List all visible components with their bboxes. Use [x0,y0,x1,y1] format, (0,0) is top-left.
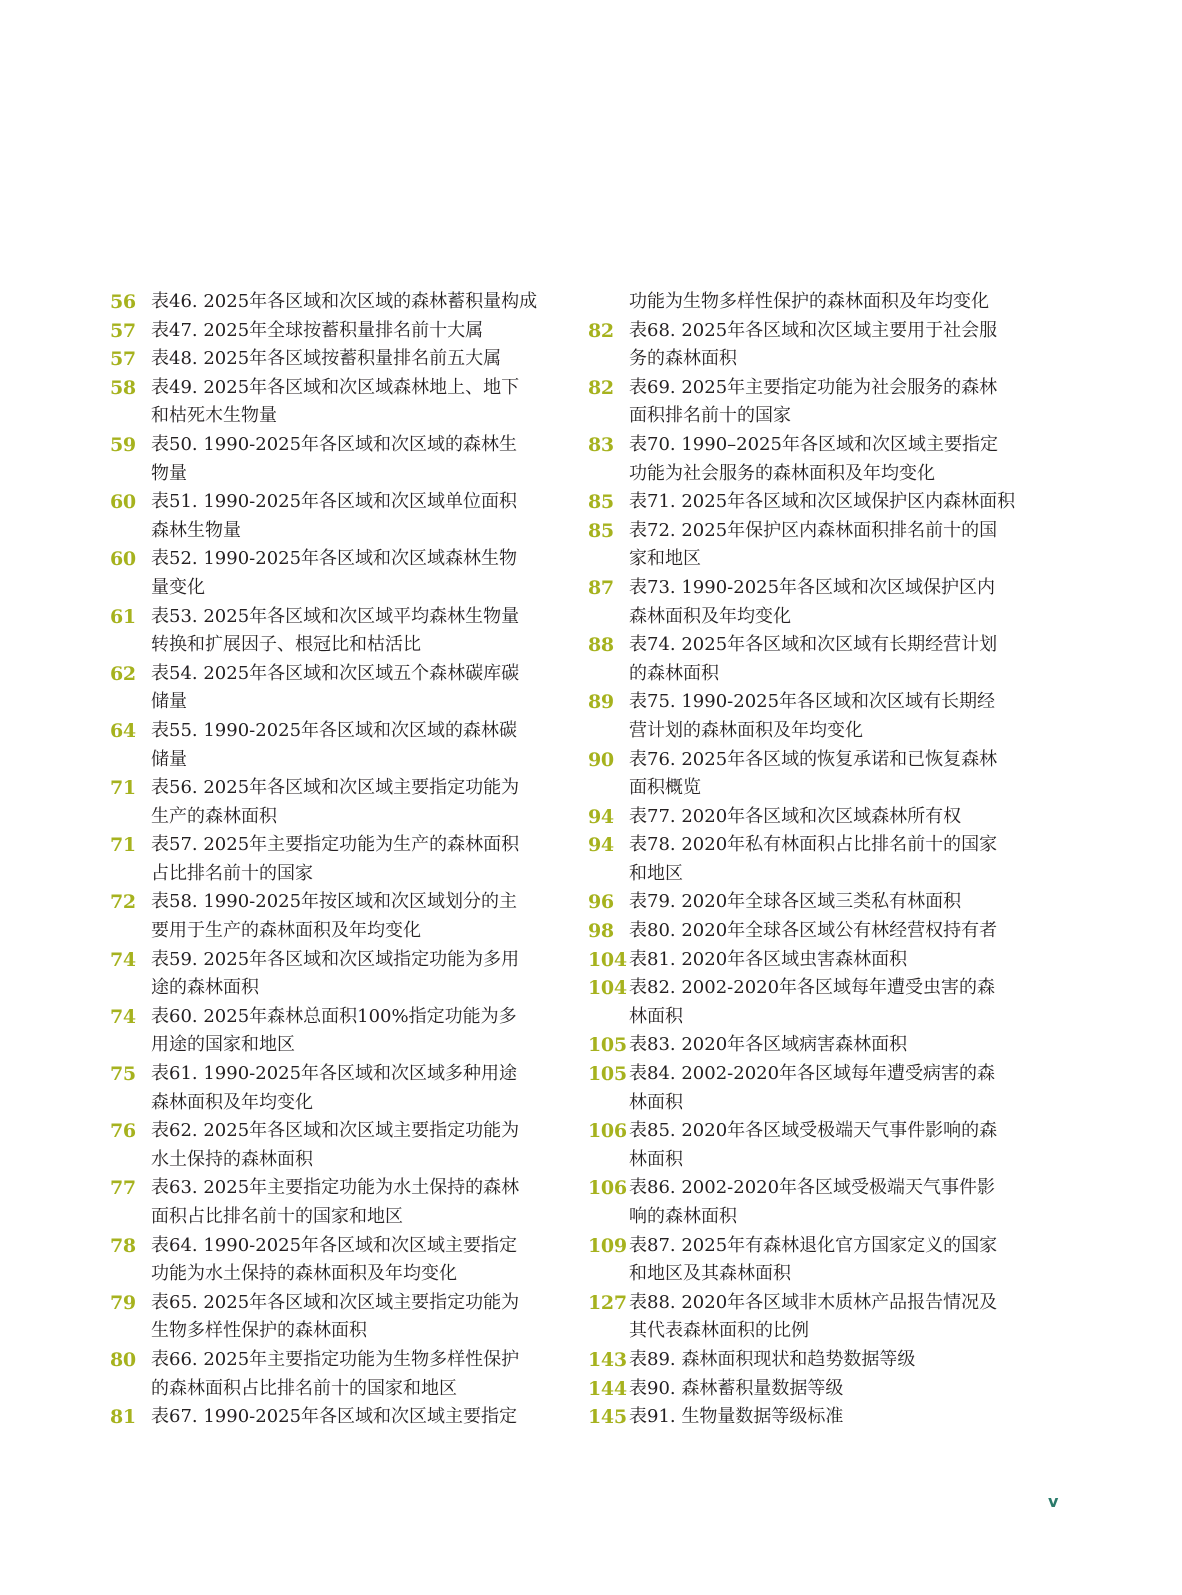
toc-entry[interactable] [110,1289,580,1346]
toc-entry[interactable] [110,1232,580,1289]
toc-entry-title [629,431,1058,488]
toc-entry-title [629,831,1058,888]
toc-page-number: 57 [110,348,136,371]
toc-entry-title [151,317,580,346]
toc-entry-line: 物量 [151,462,187,484]
toc-entry-title [629,1232,1058,1289]
toc-entry-line: 表78. 2020年私有林面积占比排名前十的国家 [629,834,998,856]
toc-entry-line: 表73. 1990-2025年各区域和次区域保护区内 [629,576,996,598]
toc-page-number: 144 [588,1377,627,1400]
toc-entry-title [629,1117,1058,1174]
toc-entry-title [629,1289,1058,1346]
toc-entry-title [629,574,1058,631]
toc-entry[interactable] [588,317,1058,374]
toc-page-number: 94 [588,805,614,828]
toc-entry-title [151,774,580,831]
toc-entry-title [629,1174,1058,1231]
toc-entry-line: 水土保持的森林面积 [151,1148,313,1170]
toc-page-number: 90 [588,748,614,771]
toc-entry[interactable] [588,688,1058,745]
toc-entry-line: 表71. 2025年各区域和次区域保护区内森林面积 [629,491,1016,513]
toc-entry-line: 表80. 2020年全球各区域公有林经营权持有者 [629,920,998,942]
toc-entry-title [629,946,1058,975]
toc-page-number: 83 [588,433,614,456]
toc-page-number: 79 [110,1291,136,1314]
toc-page-number: 62 [110,662,136,685]
toc-entry[interactable] [110,545,580,602]
toc-entry-line: 生物多样性保护的森林面积 [151,1320,367,1342]
toc-entry[interactable] [588,974,1058,1031]
toc-entry-line: 表68. 2025年各区域和次区域主要用于社会服 [629,319,998,341]
toc-page-number: 81 [110,1406,136,1429]
toc-entry[interactable] [588,1174,1058,1231]
toc-page-number: 59 [110,433,136,456]
toc-entry[interactable] [110,1174,580,1231]
toc-entry-line: 表65. 2025年各区域和次区域主要指定功能为 [151,1291,520,1313]
toc-entry-title [629,917,1058,946]
toc-entry-line: 占比排名前十的国家 [151,862,313,884]
toc-page-number: 106 [588,1177,627,1200]
toc-entry-line: 表83. 2020年各区域病害森林面积 [629,1034,908,1056]
toc-entry-title [629,1403,1058,1432]
toc-page-number: 85 [588,491,614,514]
toc-entry-line: 森林面积及年均变化 [629,605,791,627]
toc-entry-line: 表84. 2002-2020年各区域每年遭受病害的森 [629,1063,996,1085]
toc-entry-title [151,288,580,317]
toc-page-number: 127 [588,1291,627,1314]
toc-entry-line: 表82. 2002-2020年各区域每年遭受虫害的森 [629,977,996,999]
toc-entry-line: 表66. 2025年主要指定功能为生物多样性保护 [151,1348,520,1370]
toc-entry-title [151,374,580,431]
toc-page-number: 105 [588,1034,627,1057]
toc-page-number: 85 [588,519,614,542]
toc-entry[interactable] [588,888,1058,917]
toc-entry[interactable] [110,603,580,660]
toc-entry-line: 森林面积及年均变化 [151,1091,313,1113]
toc-entry-line: 表54. 2025年各区域和次区域五个森林碳库碳 [151,662,520,684]
toc-entry-line: 表56. 2025年各区域和次区域主要指定功能为 [151,777,520,799]
toc-entry-line: 表67. 1990-2025年各区域和次区域主要指定 [151,1406,518,1428]
toc-entry[interactable] [110,345,580,374]
toc-entry-line: 表79. 2020年全球各区域三类私有林面积 [629,891,962,913]
toc-entry-line: 表47. 2025年全球按蓄积量排名前十大属 [151,319,484,341]
toc-entry[interactable] [588,1403,1058,1432]
toc-entry-line: 表90. 森林蓄积量数据等级 [629,1377,844,1399]
toc-entry[interactable] [588,1117,1058,1174]
toc-page-number: 104 [588,977,627,1000]
toc-entry-line: 表52. 1990-2025年各区域和次区域森林生物 [151,548,518,570]
toc-page-number: 78 [110,1234,136,1257]
toc-entry[interactable] [588,631,1058,688]
toc-page-number: 64 [110,719,136,742]
toc-entry[interactable] [588,374,1058,431]
toc-page-number: 105 [588,1063,627,1086]
toc-entry-title [151,1174,580,1231]
toc-entry-line: 表60. 2025年森林总面积100%指定功能为多 [151,1005,517,1027]
toc-entry-line: 转换和扩展因子、根冠比和枯活比 [151,634,421,656]
toc-page-number: 98 [588,920,614,943]
toc-entry-title [629,1346,1058,1375]
toc-page-number: 60 [110,548,136,571]
toc-page-number: 82 [588,376,614,399]
toc-page-number: 61 [110,605,136,628]
toc-entry-line: 表76. 2025年各区域的恢复承诺和已恢复森林 [629,748,998,770]
toc-page-number: 75 [110,1063,136,1086]
toc-entry[interactable] [110,488,580,545]
toc-entry-title [151,1232,580,1289]
toc-entry[interactable] [588,1060,1058,1117]
toc-page-number: 71 [110,777,136,800]
toc-entry[interactable] [588,831,1058,888]
toc-entry-line: 用途的国家和地区 [151,1034,295,1056]
toc-page-number: 89 [588,691,614,714]
toc-entry[interactable] [110,288,580,317]
toc-entry-line: 表91. 生物量数据等级标准 [629,1406,844,1428]
toc-entry[interactable] [110,431,580,488]
toc-page-number: 104 [588,948,627,971]
toc-entry-line: 林面积 [629,1091,683,1113]
toc-entry-line: 量变化 [151,576,205,598]
toc-entry-title [151,431,580,488]
toc-entry-title [629,746,1058,803]
toc-page-number: 94 [588,834,614,857]
toc-entry-line: 森林生物量 [151,519,241,541]
toc-entry-line: 表81. 2020年各区域虫害森林面积 [629,948,908,970]
toc-entry-line: 表88. 2020年各区域非木质林产品报告情况及 [629,1291,998,1313]
toc-entry-line: 务的森林面积 [629,348,737,370]
toc-right-column [588,288,1058,1432]
toc-entry[interactable] [588,1232,1058,1289]
toc-entry-title [151,831,580,888]
toc-entry-title [629,1060,1058,1117]
toc-page-number: 80 [110,1348,136,1371]
toc-entry[interactable] [110,888,580,945]
toc-page-number: 71 [110,834,136,857]
toc-page-number: 57 [110,319,136,342]
toc-entry-line: 面积排名前十的国家 [629,405,791,427]
toc-entry[interactable] [110,1003,580,1060]
toc-entry-line: 和地区及其森林面积 [629,1263,791,1285]
toc-entry[interactable] [110,1403,580,1432]
toc-entry-line: 响的森林面积 [629,1206,737,1227]
toc-entry-title [151,717,580,774]
toc-entry-title [151,1003,580,1060]
toc-entry-line: 表46. 2025年各区域和次区域的森林蓄积量构成 [151,291,538,312]
toc-entry-line: 林面积 [629,1148,683,1170]
toc-entry[interactable] [110,717,580,774]
toc-entry-line: 功能为水土保持的森林面积及年均变化 [151,1263,457,1285]
toc-entry-line: 表64. 1990-2025年各区域和次区域主要指定 [151,1234,518,1256]
toc-page-number: 72 [110,891,136,914]
toc-page-number: 58 [110,376,136,399]
toc-entry-line: 表58. 1990-2025年按区域和次区域划分的主 [151,891,518,913]
toc-entry-title [629,488,1058,517]
toc-entry[interactable] [588,1031,1058,1060]
toc-entry-line: 表74. 2025年各区域和次区域有长期经营计划 [629,634,998,656]
toc-entry-title [629,974,1058,1031]
toc-entry-line: 营计划的森林面积及年均变化 [629,719,863,741]
toc-entry-line: 途的森林面积 [151,977,259,999]
toc-page-number: 88 [588,634,614,657]
toc-entry-line: 面积概览 [629,777,701,799]
toc-entry-title [151,1060,580,1117]
toc-entry-title [629,317,1058,374]
toc-entry[interactable] [588,1346,1058,1375]
toc-entry-line: 生产的森林面积 [151,805,277,827]
toc-entry-line: 表49. 2025年各区域和次区域森林地上、地下 [151,376,520,398]
toc-entry-title [151,1346,580,1403]
toc-page-number: 74 [110,948,136,971]
toc-entry[interactable] [110,317,580,346]
toc-entry[interactable] [588,431,1058,488]
toc-entry[interactable] [110,1060,580,1117]
toc-entry-line: 表70. 1990–2025年各区域和次区域主要指定 [629,433,998,455]
toc-entry-line: 储量 [151,691,187,713]
toc-entry[interactable] [588,917,1058,946]
toc-entry-title [151,603,580,660]
toc-entry[interactable] [110,831,580,888]
toc-entry-line: 表63. 2025年主要指定功能为水土保持的森林 [151,1177,520,1199]
toc-entry[interactable] [588,574,1058,631]
toc-entry-title [629,631,1058,688]
toc-entry[interactable] [110,946,580,1003]
toc-entry[interactable] [588,1375,1058,1404]
toc-entry[interactable] [110,1117,580,1174]
toc-entry-line: 表72. 2025年保护区内森林面积排名前十的国 [629,519,998,541]
toc-entry-title [629,517,1058,574]
toc-entry-line: 表87. 2025年有森林退化官方国家定义的国家 [629,1234,998,1256]
toc-entry-line: 表48. 2025年各区域按蓄积量排名前五大属 [151,348,502,370]
toc-entry-line: 储量 [151,748,187,770]
toc-entry-title [151,1403,580,1432]
toc-entry-title [629,803,1058,832]
toc-entry-line: 其代表森林面积的比例 [629,1320,809,1342]
toc-entry-line: 功能为社会服务的森林面积及年均变化 [629,462,935,484]
toc-entry[interactable] [588,746,1058,803]
toc-entry-title [151,488,580,545]
toc-entry-line: 要用于生产的森林面积及年均变化 [151,920,421,942]
toc-page-number: 76 [110,1120,136,1143]
toc-entry-title [151,1117,580,1174]
toc-page-number: 143 [588,1348,627,1371]
toc-entry-line: 表55. 1990-2025年各区域和次区域的森林碳 [151,719,518,741]
toc-left-column [110,288,580,1432]
toc-entry[interactable] [588,1289,1058,1346]
toc-entry-line: 表57. 2025年主要指定功能为生产的森林面积 [151,834,520,856]
toc-page-number: 106 [588,1120,627,1143]
toc-page-number: 87 [588,576,614,599]
toc-entry-title [629,888,1058,917]
toc-page-number: 145 [588,1406,627,1429]
toc-entry-line: 和地区 [629,862,683,884]
toc-entry-title [151,545,580,602]
toc-entry-title [151,660,580,717]
toc-entry-line: 表86. 2002-2020年各区域受极端天气事件影 [629,1177,996,1199]
toc-entry[interactable] [588,803,1058,832]
toc-entry-line: 表89. 森林面积现状和趋势数据等级 [629,1348,916,1370]
toc-entry-title [629,374,1058,431]
toc-entry-line: 家和地区 [629,548,701,570]
toc-entry[interactable] [110,1346,580,1403]
toc-entry-line: 表75. 1990-2025年各区域和次区域有长期经 [629,691,996,713]
toc-entry-title [629,1375,1058,1404]
toc-entry[interactable] [588,517,1058,574]
toc-entry-title [151,946,580,1003]
page-folio: v [1048,1492,1059,1511]
toc-entry[interactable] [110,774,580,831]
toc-entry-line: 表61. 1990-2025年各区域和次区域多种用途 [151,1063,518,1085]
toc-entry[interactable] [588,946,1058,975]
toc-entry-line: 表51. 1990-2025年各区域和次区域单位面积 [151,491,518,513]
toc-entry-title [151,1289,580,1346]
toc-entry-line: 面积占比排名前十的国家和地区 [151,1206,403,1227]
toc-entry[interactable] [588,488,1058,517]
toc-entry-line: 林面积 [629,1005,683,1027]
toc-page-number: 60 [110,491,136,514]
toc-entry-line: 表77. 2020年各区域和次区域森林所有权 [629,805,962,827]
toc-page-number: 77 [110,1177,136,1200]
toc-entry-title [151,888,580,945]
toc-page-number: 82 [588,319,614,342]
toc-entry-line: 表62. 2025年各区域和次区域主要指定功能为 [151,1120,520,1142]
toc-entry-continuation: 功能为生物多样性保护的森林面积及年均变化 [629,291,989,312]
toc-entry-line: 表85. 2020年各区域受极端天气事件影响的森 [629,1120,998,1142]
toc-entry[interactable] [110,660,580,717]
toc-entry-line: 表59. 2025年各区域和次区域指定功能为多用 [151,948,520,970]
toc-page-number: 96 [588,891,614,914]
toc-entry-line: 和枯死木生物量 [151,405,277,427]
toc-entry[interactable] [110,374,580,431]
toc-entry-title [629,688,1058,745]
toc-page-number: 56 [110,291,136,313]
toc-page-number: 109 [588,1234,627,1257]
toc-entry-title [629,1031,1058,1060]
toc-entry-line: 表50. 1990-2025年各区域和次区域的森林生 [151,433,518,455]
toc-entry-line: 的森林面积 [629,662,719,684]
toc-entry-line: 的森林面积占比排名前十的国家和地区 [151,1377,457,1399]
toc-entry-line: 表69. 2025年主要指定功能为社会服务的森林 [629,376,998,398]
toc-page-number: 74 [110,1005,136,1028]
toc-entry-line: 表53. 2025年各区域和次区域平均森林生物量 [151,605,520,627]
toc-entry-title [151,345,580,374]
